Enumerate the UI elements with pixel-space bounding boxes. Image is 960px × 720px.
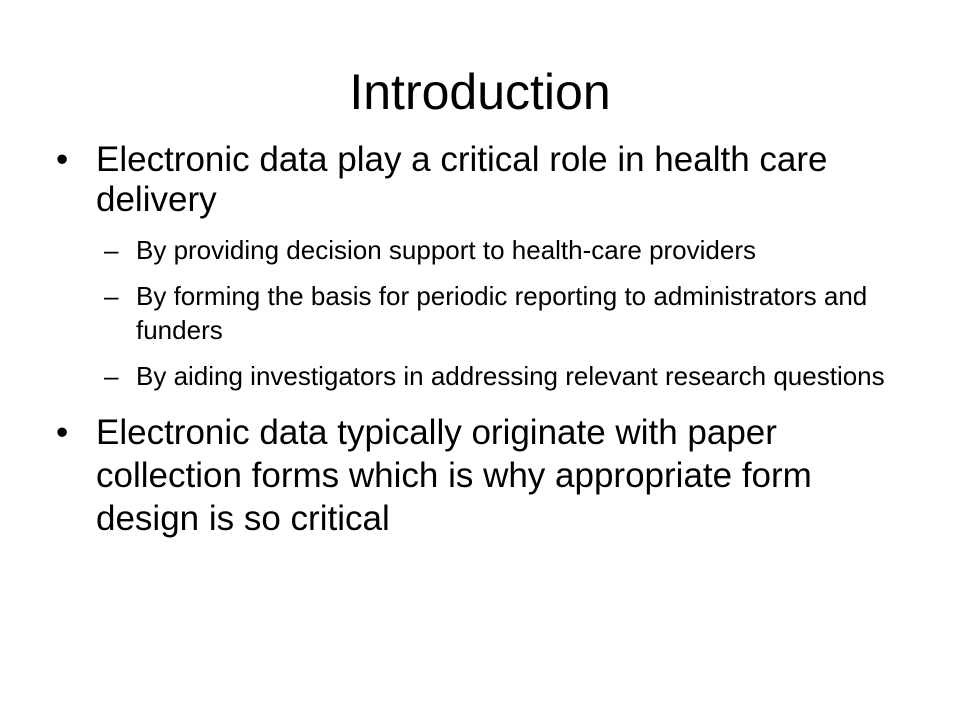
sub-bullet-list: [56, 233, 916, 393]
sub-bullet-marker: –: [104, 361, 119, 391]
slide-title: Introduction: [349, 64, 611, 120]
sub-bullet-text: By forming the basis for periodic reporting to administrators and funders: [136, 281, 868, 345]
sub-bullet-item: [56, 233, 916, 267]
sub-bullet-item: [56, 359, 916, 393]
bullet-item: [56, 140, 916, 220]
sub-bullet-marker: –: [104, 235, 119, 265]
sub-bullet-text: By providing decision support to health-care providers: [136, 235, 757, 265]
bullet-text: Electronic data typically originate with paper collection forms which is why appropriate form design is so critical: [96, 413, 812, 538]
sub-bullet-item: [56, 279, 916, 347]
bullet-marker: •: [56, 140, 69, 179]
bullet-text: Electronic data play a critical role in health care delivery: [96, 140, 828, 219]
sub-bullet-text: By aiding investigators in addressing relevant research questions: [136, 361, 885, 391]
sub-bullet-marker: –: [104, 281, 119, 311]
bullet-marker: •: [56, 413, 69, 452]
bullet-item: [56, 411, 916, 540]
slide-body: [56, 140, 916, 540]
